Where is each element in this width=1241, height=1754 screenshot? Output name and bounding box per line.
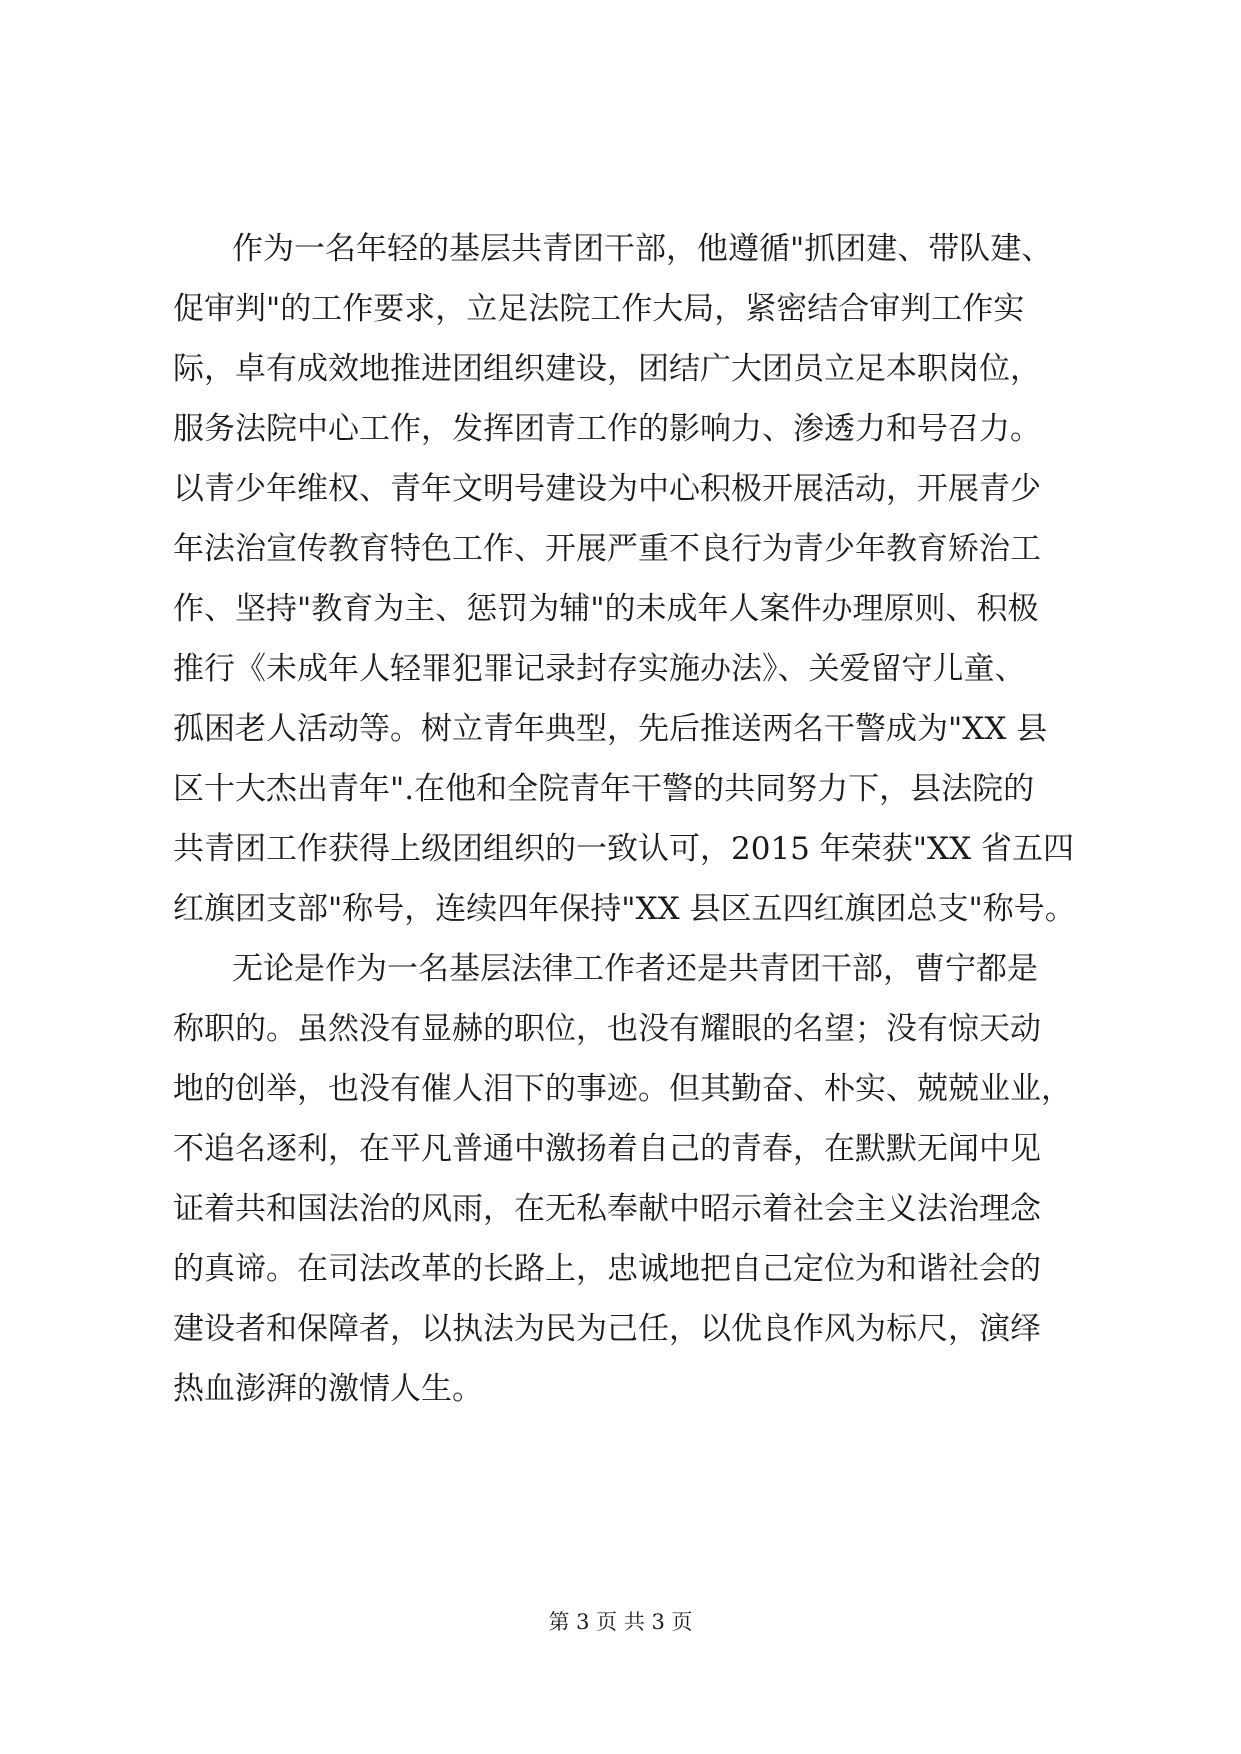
text-line: 作为一名年轻的基层共青团干部，他遵循"抓团建、带队建、: [232, 231, 1053, 267]
text-line: 共青团工作获得上级团组织的一致认可，2015 年荣获"XX 省五四: [173, 831, 1074, 867]
text-line: 红旗团支部"称号，连续四年保持"XX 县区五四红旗团总支"称号。: [173, 891, 1076, 927]
text-line: 促审判"的工作要求，立足法院工作大局，紧密结合审判工作实: [173, 291, 1025, 327]
text-line: 推行《未成年人轻罪犯罪记录封存实施办法》、关爱留守儿童、: [173, 651, 1026, 687]
text-line: 建设者和保障者，以执法为民为己任，以优良作风为标尺，演绎: [173, 1311, 1041, 1347]
text-line: 热血澎湃的激情人生。: [173, 1371, 483, 1407]
page-number-footer: 第 3 页 共 3 页: [548, 1610, 693, 1634]
text-line: 年法治宣传教育特色工作、开展严重不良行为青少年教育矫治工: [173, 531, 1041, 567]
text-line: 称职的。虽然没有显赫的职位，也没有耀眼的名望；没有惊天动: [173, 1011, 1041, 1047]
text-line: 服务法院中心工作，发挥团青工作的影响力、渗透力和号召力。: [173, 411, 1041, 447]
text-line: 孤困老人活动等。树立青年典型，先后推送两名干警成为"XX 县: [173, 711, 1048, 747]
text-line: 以青少年维权、青年文明号建设为中心积极开展活动，开展青少: [173, 471, 1041, 507]
text-line: 区十大杰出青年".在他和全院青年干警的共同努力下，县法院的: [173, 771, 1035, 807]
text-line: 无论是作为一名基层法律工作者还是共青团干部，曹宁都是: [232, 951, 1038, 987]
text-line: 证着共和国法治的风雨，在无私奉献中昭示着社会主义法治理念: [173, 1191, 1041, 1227]
text-line: 地的创举，也没有催人泪下的事迹。但其勤奋、朴实、兢兢业业，: [173, 1071, 1072, 1107]
text-line: 作、坚持"教育为主、惩罚为辅"的未成年人案件办理原则、积极: [173, 591, 1039, 627]
text-line: 不追名逐利，在平凡普通中激扬着自己的青春，在默默无闻中见: [173, 1131, 1041, 1167]
text-line: 际，卓有成效地推进团组织建设，团结广大团员立足本职岗位，: [173, 351, 1041, 387]
text-line: 的真谛。在司法改革的长路上，忠诚地把自己定位为和谐社会的: [173, 1251, 1041, 1287]
